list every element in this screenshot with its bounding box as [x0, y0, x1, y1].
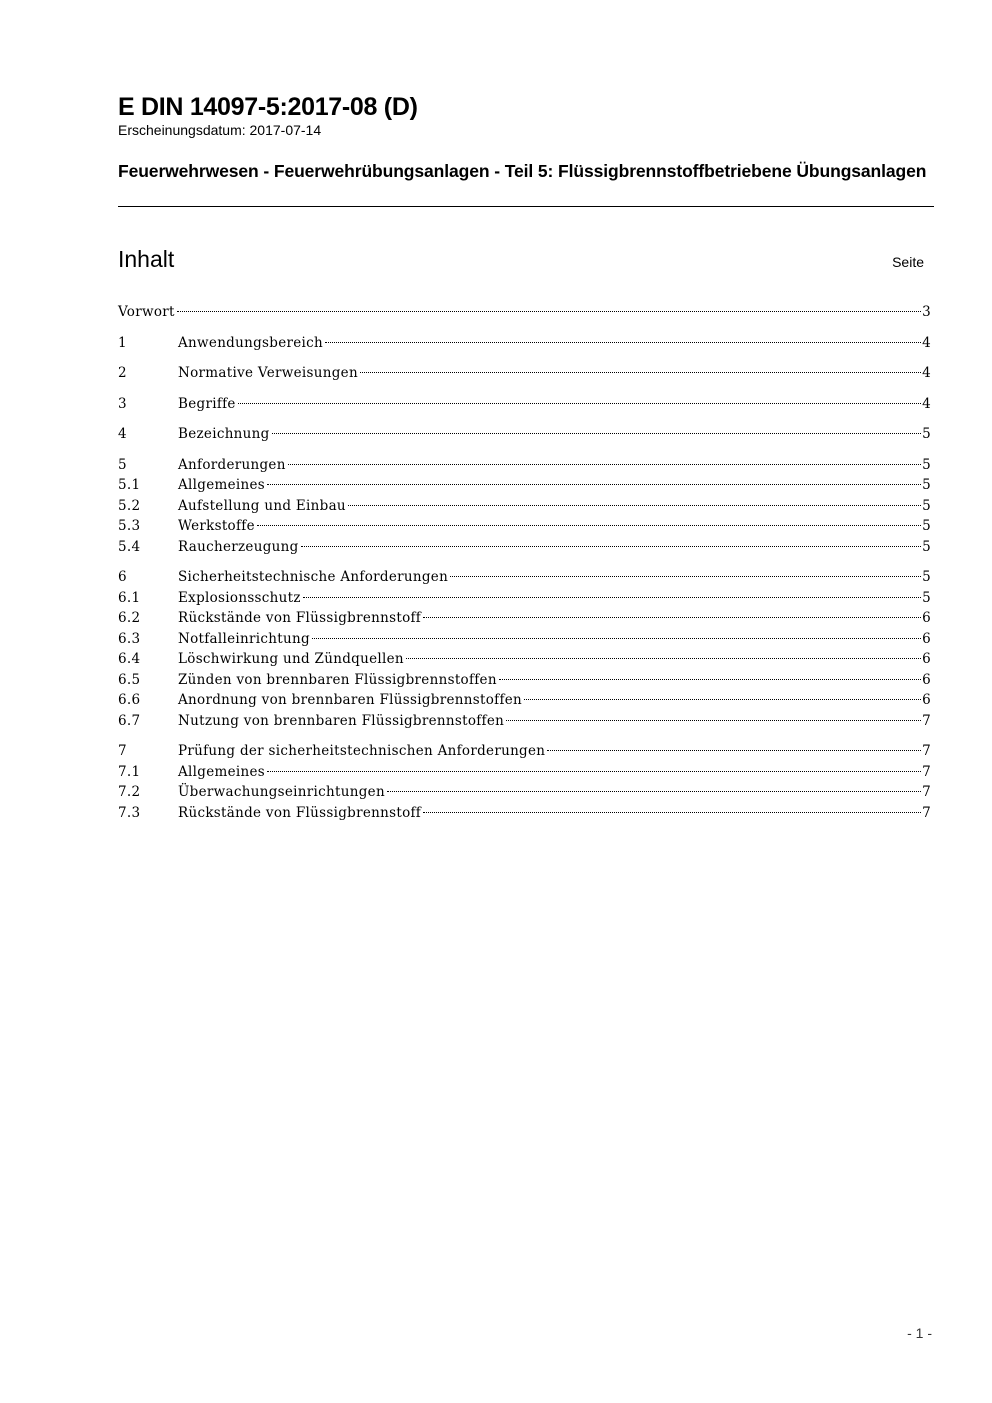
toc-leader-dots	[301, 546, 922, 547]
toc-entry-number: 2	[118, 365, 127, 381]
toc-leader-dots	[423, 812, 921, 813]
toc-entry-6[interactable]	[118, 567, 931, 588]
document-title: Feuerwehrwesen - Feuerwehrübungsanlagen - Teil 5: Flüssigbrennstoffbetriebene Übungsanlagen	[118, 161, 927, 181]
toc-leader-dots	[267, 484, 921, 485]
toc-entry-page: 4	[922, 365, 931, 381]
toc-entry-title: Anwendungsbereich	[178, 334, 324, 351]
toc-entry-7-2[interactable]	[118, 782, 931, 803]
toc-entry-number: 6.3	[118, 630, 141, 647]
toc-entry-6-3[interactable]	[118, 629, 931, 650]
toc-entry-6-1[interactable]	[118, 588, 931, 609]
toc-entry-3[interactable]	[118, 394, 931, 415]
toc-entry-number: 3	[118, 395, 127, 412]
toc-entry-page: 5	[922, 477, 931, 493]
toc-entry-number: 1	[118, 334, 127, 351]
toc-entry-title: Allgemeines	[178, 763, 266, 780]
toc-entry-title: Allgemeines	[178, 477, 266, 493]
toc-entry-vorwort[interactable]	[118, 302, 931, 323]
toc-leader-dots	[325, 342, 921, 343]
toc-entry-number: 5.1	[118, 477, 141, 493]
toc-entry-7-1[interactable]	[118, 762, 931, 783]
toc-entry-title: Sicherheitstechnische Anforderungen	[178, 569, 449, 585]
toc-entry-5[interactable]	[118, 455, 931, 476]
toc-entry-title: Rückstände von Flüssigbrennstoff	[178, 610, 422, 626]
toc-entry-number: 7	[118, 743, 127, 759]
toc-heading: Inhalt	[118, 246, 175, 272]
toc-entry-6-6[interactable]	[118, 690, 931, 711]
toc-entry-number: 5	[118, 456, 127, 473]
toc-entry-page: 4	[922, 334, 931, 351]
toc-entry-page: 6	[922, 651, 931, 667]
toc-entry-title: Bezeichnung	[178, 426, 270, 442]
toc-entry-page: 5	[922, 538, 931, 555]
toc-entry-page: 7	[922, 763, 931, 780]
toc-entry-title: Normative Verweisungen	[178, 365, 358, 381]
toc-entry-page: 3	[922, 304, 931, 320]
toc-entry-number: 6.5	[118, 671, 141, 688]
page-number: - 1 -	[907, 1325, 932, 1341]
toc-leader-dots	[348, 505, 921, 506]
toc-leader-dots	[257, 525, 921, 526]
toc-leader-dots	[267, 771, 921, 772]
toc-leader-dots	[506, 720, 921, 721]
toc-entry-number: 7.1	[118, 763, 141, 780]
toc-leader-dots	[450, 576, 921, 577]
toc-entry-7-3[interactable]	[118, 803, 931, 824]
toc-entry-page: 6	[922, 671, 931, 688]
toc-entry-5-4[interactable]	[118, 537, 931, 558]
title-divider	[118, 206, 934, 207]
toc-entry-6-5[interactable]	[118, 670, 931, 691]
toc-entry-number: 5.2	[118, 497, 141, 514]
toc-entry-title: Überwachungseinrichtungen	[178, 784, 385, 800]
toc-page-column-label: Seite	[892, 254, 924, 270]
toc-entry-page: 6	[922, 630, 931, 647]
toc-entry-number: 4	[118, 426, 127, 442]
toc-entry-number: 7.3	[118, 804, 141, 821]
toc-entry-number: 5.3	[118, 518, 141, 534]
toc-entry-title: Aufstellung und Einbau	[178, 497, 346, 514]
toc-entry-page: 6	[922, 692, 931, 708]
toc-entry-number: 6	[118, 569, 127, 585]
toc-entry-title: Prüfung der sicherheitstechnischen Anforderungen	[178, 743, 546, 759]
toc-entry-number: 6.2	[118, 610, 141, 626]
toc-leader-dots	[272, 433, 921, 434]
toc-entry-title: Zünden von brennbaren Flüssigbrennstoffen	[178, 671, 497, 688]
toc-entry-page: 7	[922, 743, 931, 759]
toc-leader-dots	[387, 791, 921, 792]
toc-leader-dots	[423, 617, 921, 618]
toc-entry-1[interactable]	[118, 333, 931, 354]
toc-entry-7[interactable]	[118, 741, 931, 762]
toc-entry-title: Notfalleinrichtung	[178, 630, 310, 647]
toc-entry-5-2[interactable]	[118, 496, 931, 517]
toc-entry-page: 7	[922, 784, 931, 800]
toc-entry-number: 5.4	[118, 538, 141, 555]
toc-entry-page: 5	[922, 569, 931, 585]
toc-entry-title: Anordnung von brennbaren Flüssigbrennstoffen	[178, 692, 523, 708]
toc-entry-page: 7	[922, 712, 931, 729]
toc-entry-title: Begriffe	[178, 395, 236, 412]
toc-entry-page: 5	[922, 456, 931, 473]
toc-entry-page: 5	[922, 589, 931, 606]
toc-leader-dots	[238, 403, 921, 404]
toc-entry-page: 4	[922, 395, 931, 412]
toc-entry-title: Anforderungen	[178, 456, 286, 473]
toc-entry-title: Löschwirkung und Zündquellen	[178, 651, 404, 667]
toc-entry-number: 7.2	[118, 784, 141, 800]
toc-entry-5-3[interactable]	[118, 516, 931, 537]
table-of-contents	[118, 302, 931, 823]
toc-entry-page: 7	[922, 804, 931, 821]
toc-leader-dots	[406, 658, 921, 659]
toc-entry-title: Werkstoffe	[178, 518, 255, 534]
toc-entry-6-4[interactable]	[118, 649, 931, 670]
toc-leader-dots	[499, 679, 921, 680]
toc-entry-5-1[interactable]	[118, 475, 931, 496]
publication-date: Erscheinungsdatum: 2017-07-14	[118, 122, 322, 138]
toc-leader-dots	[177, 311, 921, 312]
toc-entry-number: 6.1	[118, 589, 141, 606]
toc-entry-page: 5	[922, 497, 931, 514]
toc-leader-dots	[360, 372, 921, 373]
toc-entry-6-7[interactable]	[118, 711, 931, 732]
toc-entry-4[interactable]	[118, 424, 931, 445]
toc-entry-number: 6.4	[118, 651, 141, 667]
toc-leader-dots	[312, 638, 921, 639]
toc-leader-dots	[303, 597, 921, 598]
toc-entry-6-2[interactable]	[118, 608, 931, 629]
toc-leader-dots	[547, 750, 921, 751]
toc-entry-title: Nutzung von brennbaren Flüssigbrennstoffen	[178, 712, 505, 729]
toc-entry-2[interactable]	[118, 363, 931, 384]
toc-entry-title: Rückstände von Flüssigbrennstoff	[178, 804, 422, 821]
toc-leader-dots	[288, 464, 921, 465]
toc-entry-page: 5	[922, 518, 931, 534]
toc-entry-title: Vorwort	[118, 304, 175, 320]
toc-leader-dots	[524, 699, 921, 700]
toc-entry-page: 5	[922, 426, 931, 442]
toc-entry-title: Raucherzeugung	[178, 538, 299, 555]
toc-entry-number: 6.7	[118, 712, 141, 729]
toc-entry-page: 6	[922, 610, 931, 626]
toc-entry-number: 6.6	[118, 692, 141, 708]
toc-entry-title: Explosionsschutz	[178, 589, 301, 606]
document-id: E DIN 14097-5:2017-08 (D)	[118, 93, 418, 121]
